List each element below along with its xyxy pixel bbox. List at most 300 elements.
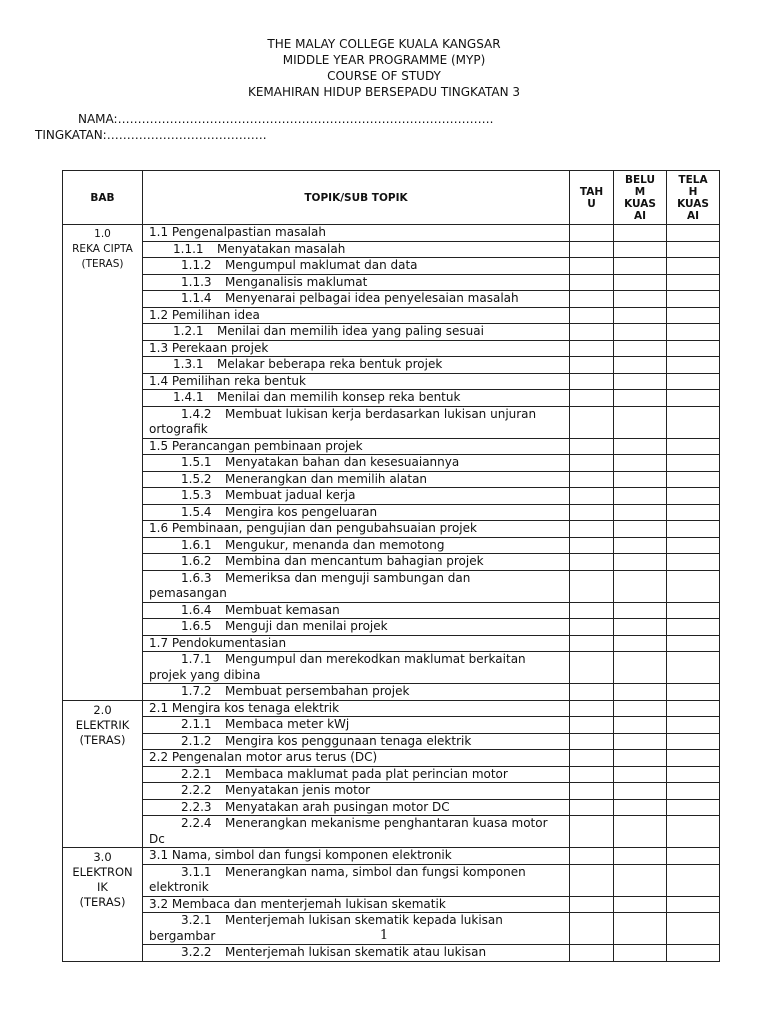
subtopic-line [149,652,566,668]
subtopic-label: Membuat persembahan projek [225,684,410,698]
belum-kuasai-checkbox[interactable] [614,438,667,455]
subtopic-label: Menyatakan arah pusingan motor DC [225,799,450,814]
course-table-body [63,225,720,962]
table-row [63,652,720,684]
telah-kuasai-checkbox[interactable] [667,274,720,291]
subtopic-label: Membuat kemasan [225,602,340,617]
subtopic-label: Menyatakan masalah [217,241,346,256]
belum-kuasai-checkbox[interactable] [614,602,667,619]
topic-label: 3.1 Nama, simbol dan fungsi komponen elektronik [149,848,452,862]
bab-label: REKA CIPTA [72,243,133,255]
subtopic-continuation: elektronik [149,880,209,894]
telah-kuasai-checkbox[interactable] [667,945,720,962]
subtopic-line [149,783,566,799]
subtopic-number: 1.6.2 [181,554,212,568]
belum-kuasai-checkbox[interactable] [614,554,667,571]
subtopic-number: 1.5.1 [181,455,212,469]
tahu-checkbox[interactable] [570,406,614,438]
subtopic-number: 2.2.1 [181,766,212,781]
bab-label: (TERAS) [79,732,126,747]
belum-kuasai-checkbox[interactable] [614,340,667,357]
subtopic-label: Membuat jadual kerja [225,488,356,502]
subtopic-cell [143,816,570,848]
belum-kuasai-checkbox[interactable] [614,635,667,652]
telah-kuasai-checkbox[interactable] [667,864,720,896]
table-row [63,848,720,865]
header-line-subject: KEMAHIRAN HIDUP BERSEPADU TINGKATAN 3 [247,85,521,99]
subtopic-label: Menilai dan memilih idea yang paling sesuai [217,324,484,338]
table-header-row [63,171,720,225]
subtopic-label: Mengira kos penggunaan tenaga elektrik [225,733,472,748]
telah-kuasai-checkbox[interactable] [667,554,720,571]
telah-kuasai-checkbox[interactable] [667,340,720,357]
header-belum-line: M [634,185,646,198]
subtopic-line [149,291,566,307]
telah-kuasai-checkbox[interactable] [667,896,720,913]
subtopic-label: Membaca meter kWj [225,717,350,731]
belum-kuasai-checkbox[interactable] [614,733,667,750]
subtopic-label: Menguji dan menilai projek [225,619,388,633]
telah-kuasai-checkbox[interactable] [667,225,720,242]
table-row [63,537,720,554]
subtopic-cell [143,274,570,291]
header-telah-line: TELA [678,173,708,186]
telah-kuasai-checkbox[interactable] [667,717,720,734]
header-telah-line: KUAS [677,197,709,210]
telah-kuasai-checkbox[interactable] [667,848,720,865]
tahu-checkbox[interactable] [570,471,614,488]
belum-kuasai-checkbox[interactable] [614,799,667,816]
tahu-checkbox[interactable] [570,717,614,734]
subtopic-number: 1.4.1 [173,390,204,404]
tahu-checkbox[interactable] [570,291,614,308]
telah-kuasai-checkbox[interactable] [667,406,720,438]
subtopic-label: Menganalisis maklumat [225,274,368,289]
header-belum-line: KUAS [624,197,656,210]
telah-kuasai-checkbox[interactable] [667,324,720,341]
subtopic-number: 1.5.3 [181,488,212,502]
tahu-checkbox[interactable] [570,619,614,636]
belum-kuasai-checkbox[interactable] [614,307,667,324]
subtopic-number: 1.3.1 [173,357,204,371]
header-line-course: COURSE OF STUDY [327,69,441,83]
belum-kuasai-checkbox[interactable] [614,945,667,962]
subtopic-line [149,275,566,291]
belum-kuasai-checkbox[interactable] [614,537,667,554]
subtopic-line [149,603,566,619]
subtopic-label: Membaca maklumat pada plat perincian motor [225,766,508,781]
subtopic-cell [143,554,570,571]
telah-kuasai-checkbox[interactable] [667,537,720,554]
telah-kuasai-checkbox[interactable] [667,684,720,701]
subtopic-label: Melakar beberapa reka bentuk projek [217,357,443,371]
bab-label: (TERAS) [81,258,124,270]
table-row [63,750,720,767]
telah-kuasai-checkbox[interactable] [667,357,720,374]
table-row [63,373,720,390]
belum-kuasai-checkbox[interactable] [614,864,667,896]
subtopic-line [149,717,566,733]
telah-kuasai-checkbox[interactable] [667,652,720,684]
subtopic-line [149,455,566,471]
belum-kuasai-checkbox[interactable] [614,455,667,472]
page-number: 1 [379,928,389,943]
belum-kuasai-checkbox[interactable] [614,488,667,505]
table-row [63,717,720,734]
table-row [63,945,720,962]
belum-kuasai-checkbox[interactable] [614,225,667,242]
topic-label: 3.2 Membaca dan menterjemah lukisan skematik [149,896,446,911]
belum-kuasai-checkbox[interactable] [614,521,667,538]
subtopic-number: 1.6.1 [181,537,212,552]
belum-kuasai-checkbox[interactable] [614,406,667,438]
subtopic-cell [143,258,570,275]
tahu-checkbox[interactable] [570,241,614,258]
table-row [63,733,720,750]
subtopic-label: Membina dan mencantum bahagian projek [225,554,484,568]
header-topik: TOPIK/SUB TOPIK [143,171,570,225]
bab-cell [63,848,143,962]
subtopic-cell [143,455,570,472]
header-tahu-line: TAH [579,185,604,198]
table-row [63,340,720,357]
topic-cell [143,225,570,242]
topic-label: 1.5 Perancangan pembinaan projek [149,438,363,453]
course-table [62,170,720,962]
telah-kuasai-checkbox[interactable] [667,635,720,652]
table-row [63,274,720,291]
table-row [63,390,720,407]
subtopic-number: 1.2.1 [173,324,204,338]
telah-kuasai-checkbox[interactable] [667,733,720,750]
table-row [63,896,720,913]
subtopic-cell [143,652,570,684]
tahu-checkbox[interactable] [570,357,614,374]
header-bab: BAB [63,171,143,225]
table-row [63,225,720,242]
subtopic-label: Menerangkan nama, simbol dan fungsi komponen [225,864,526,879]
topic-cell [143,635,570,652]
belum-kuasai-checkbox[interactable] [614,390,667,407]
subtopic-number: 2.2.2 [181,783,212,797]
telah-kuasai-checkbox[interactable] [667,438,720,455]
topic-cell [143,521,570,538]
subtopic-number: 1.7.2 [181,684,212,698]
table-row [63,488,720,505]
header-telah-kuasai [667,171,720,225]
tahu-checkbox[interactable] [570,438,614,455]
subtopic-line [149,800,566,816]
telah-kuasai-checkbox[interactable] [667,307,720,324]
topic-cell [143,307,570,324]
bab-cell [63,225,143,701]
telah-kuasai-checkbox[interactable] [667,619,720,636]
table-row [63,258,720,275]
topic-cell [143,340,570,357]
subtopic-label: Menyatakan bahan dan kesesuaiannya [225,455,460,469]
subtopic-cell [143,324,570,341]
belum-kuasai-checkbox[interactable] [614,783,667,800]
telah-kuasai-checkbox[interactable] [667,700,720,717]
header-tahu [570,171,614,225]
topic-label: 1.6 Pembinaan, pengujian dan pengubahsuaian projek [149,521,477,535]
subtopic-label: Menyatakan jenis motor [225,783,371,797]
subtopic-number: 2.1.1 [181,717,212,731]
tahu-checkbox[interactable] [570,570,614,602]
subtopic-cell [143,471,570,488]
table-row [63,406,720,438]
belum-kuasai-checkbox[interactable] [614,896,667,913]
tahu-checkbox[interactable] [570,733,614,750]
subtopic-line [149,913,566,929]
table-row [63,307,720,324]
tahu-checkbox[interactable] [570,488,614,505]
tahu-checkbox[interactable] [570,307,614,324]
belum-kuasai-checkbox[interactable] [614,652,667,684]
belum-kuasai-checkbox[interactable] [614,258,667,275]
belum-kuasai-checkbox[interactable] [614,357,667,374]
bab-label: 1.0 [94,228,111,240]
subtopic-label: Mengira kos pengeluaran [225,504,378,519]
telah-kuasai-checkbox[interactable] [667,390,720,407]
telah-kuasai-checkbox[interactable] [667,570,720,602]
header-tahu-line: U [587,197,596,210]
subtopic-cell [143,799,570,816]
subtopic-cell [143,766,570,783]
subtopic-label: Memeriksa dan menguji sambungan dan [225,570,471,585]
tahu-checkbox[interactable] [570,521,614,538]
subtopic-cell [143,717,570,734]
telah-kuasai-checkbox[interactable] [667,766,720,783]
tahu-checkbox[interactable] [570,684,614,701]
topic-label: 1.7 Pendokumentasian [149,635,287,650]
tahu-checkbox[interactable] [570,700,614,717]
subtopic-label: Menterjemah lukisan skematik kepada lukisan [225,913,503,927]
table-row [63,684,720,701]
subtopic-number: 2.2.4 [181,816,212,830]
belum-kuasai-checkbox[interactable] [614,750,667,767]
tahu-checkbox[interactable] [570,848,614,865]
subtopic-number: 1.5.4 [181,504,212,519]
telah-kuasai-checkbox[interactable] [667,258,720,275]
belum-kuasai-checkbox[interactable] [614,848,667,865]
subtopic-line [149,684,566,700]
subtopic-line [149,488,566,504]
header-belum-line: BELU [624,173,656,186]
subtopic-number: 1.1.3 [181,274,212,289]
belum-kuasai-checkbox[interactable] [614,717,667,734]
subtopic-number: 1.6.4 [181,602,212,617]
table-row [63,521,720,538]
subtopic-number: 1.1.1 [173,241,204,256]
tahu-checkbox[interactable] [570,799,614,816]
subtopic-line [149,407,566,423]
belum-kuasai-checkbox[interactable] [614,504,667,521]
telah-kuasai-checkbox[interactable] [667,373,720,390]
table-row [63,864,720,896]
belum-kuasai-checkbox[interactable] [614,816,667,848]
header-belum-kuasai [614,171,667,225]
subtopic-line [149,505,566,521]
subtopic-label: Menerangkan mekanisme penghantaran kuasa motor [225,816,548,830]
telah-kuasai-checkbox[interactable] [667,291,720,308]
bab-label: IK [97,880,108,894]
tahu-checkbox[interactable] [570,225,614,242]
subtopic-cell [143,619,570,636]
bab-label: 2.0 [93,702,112,717]
topic-cell [143,848,570,865]
subtopic-number: 2.1.2 [181,733,212,748]
subtopic-line [149,324,566,340]
topic-cell [143,438,570,455]
tahu-checkbox[interactable] [570,455,614,472]
table-row [63,635,720,652]
subtopic-number: 1.6.5 [181,619,212,633]
subtopic-label: Menerangkan dan memilih alatan [225,471,428,486]
tahu-checkbox[interactable] [570,766,614,783]
subtopic-line [149,538,566,554]
tahu-checkbox[interactable] [570,258,614,275]
belum-kuasai-checkbox[interactable] [614,766,667,783]
subtopic-continuation: pemasangan [149,586,227,600]
subtopic-cell [143,241,570,258]
table-row [63,816,720,848]
tahu-checkbox[interactable] [570,652,614,684]
subtopic-line [149,357,566,373]
telah-kuasai-checkbox[interactable] [667,504,720,521]
subtopic-cell [143,537,570,554]
subtopic-cell [143,684,570,701]
subtopic-label: Membuat lukisan kerja berdasarkan lukisan unjuran [225,406,537,421]
belum-kuasai-checkbox[interactable] [614,619,667,636]
subtopic-cell [143,602,570,619]
tahu-checkbox[interactable] [570,783,614,800]
subtopic-cell [143,291,570,308]
subtopic-number: 3.1.1 [181,864,212,879]
tahu-checkbox[interactable] [570,537,614,554]
belum-kuasai-checkbox[interactable] [614,373,667,390]
tahu-checkbox[interactable] [570,554,614,571]
bab-cell [63,700,143,848]
table-row [63,570,720,602]
topic-label: 2.2 Pengenalan motor arus terus (DC) [149,750,378,764]
table-row [63,700,720,717]
subtopic-number: 3.2.2 [181,945,212,959]
topic-label: 1.4 Pemilihan reka bentuk [149,373,306,388]
tahu-checkbox[interactable] [570,373,614,390]
subtopic-cell [143,570,570,602]
belum-kuasai-checkbox[interactable] [614,291,667,308]
subtopic-cell [143,406,570,438]
telah-kuasai-checkbox[interactable] [667,799,720,816]
telah-kuasai-checkbox[interactable] [667,521,720,538]
subtopic-line [149,865,566,881]
belum-kuasai-checkbox[interactable] [614,700,667,717]
telah-kuasai-checkbox[interactable] [667,488,720,505]
belum-kuasai-checkbox[interactable] [614,274,667,291]
header-belum-line: AI [633,209,647,222]
subtopic-continuation: projek yang dibina [149,667,261,682]
tahu-checkbox[interactable] [570,602,614,619]
subtopic-cell [143,864,570,896]
subtopic-line [149,734,566,750]
topic-cell [143,896,570,913]
document-header [0,36,768,100]
header-line-programme: MIDDLE YEAR PROGRAMME (MYP) [282,53,486,67]
subtopic-line [149,619,566,635]
topic-label: 1.2 Pemilihan idea [149,307,260,322]
subtopic-line [149,571,566,587]
tahu-checkbox[interactable] [570,945,614,962]
subtopic-continuation: bergambar [149,928,216,943]
topic-label: 2.1 Mengira kos tenaga elektrik [149,700,340,715]
tahu-checkbox[interactable] [570,390,614,407]
topic-label: 1.3 Perekaan projek [149,340,269,355]
nama-field[interactable]: NAMA:…………………………………………………………………………………. [78,112,494,126]
table-row [63,799,720,816]
telah-kuasai-checkbox[interactable] [667,602,720,619]
belum-kuasai-checkbox[interactable] [614,684,667,701]
subtopic-number: 1.4.2 [181,406,212,421]
subtopic-label: Mengumpul maklumat dan data [225,258,418,272]
telah-kuasai-checkbox[interactable] [667,816,720,848]
table-row [63,357,720,374]
belum-kuasai-checkbox[interactable] [614,471,667,488]
tingkatan-field[interactable]: TINGKATAN:…………………………………. [35,128,267,142]
telah-kuasai-checkbox[interactable] [667,241,720,258]
subtopic-number: 1.1.2 [181,258,212,272]
tahu-checkbox[interactable] [570,864,614,896]
belum-kuasai-checkbox[interactable] [614,570,667,602]
table-row [63,241,720,258]
tahu-checkbox[interactable] [570,274,614,291]
subtopic-cell [143,733,570,750]
subtopic-line [149,945,566,961]
table-row [63,554,720,571]
tahu-checkbox[interactable] [570,504,614,521]
subtopic-label: Menilai dan memilih konsep reka bentuk [217,390,461,404]
table-row [63,766,720,783]
subtopic-line [149,390,566,406]
subtopic-continuation: ortografik [149,422,208,436]
table-row [63,324,720,341]
tahu-checkbox[interactable] [570,340,614,357]
table-row [63,291,720,308]
telah-kuasai-checkbox[interactable] [667,471,720,488]
header-telah-line: H [688,185,698,198]
telah-kuasai-checkbox[interactable] [667,455,720,472]
telah-kuasai-checkbox[interactable] [667,783,720,800]
belum-kuasai-checkbox[interactable] [614,324,667,341]
topic-cell [143,750,570,767]
tahu-checkbox[interactable] [570,635,614,652]
tahu-checkbox[interactable] [570,324,614,341]
subtopic-continuation: Dc [149,831,165,846]
belum-kuasai-checkbox[interactable] [614,241,667,258]
tahu-checkbox[interactable] [570,816,614,848]
topic-label: 1.1 Pengenalpastian masalah [149,225,326,239]
tahu-checkbox[interactable] [570,896,614,913]
telah-kuasai-checkbox[interactable] [667,750,720,767]
table-row [63,471,720,488]
subtopic-number: 1.1.4 [181,291,212,305]
table-row [63,602,720,619]
subtopic-number: 1.5.2 [181,471,212,486]
subtopic-line [149,767,566,783]
table-row [63,438,720,455]
tahu-checkbox[interactable] [570,750,614,767]
bab-label: (TERAS) [79,895,126,909]
